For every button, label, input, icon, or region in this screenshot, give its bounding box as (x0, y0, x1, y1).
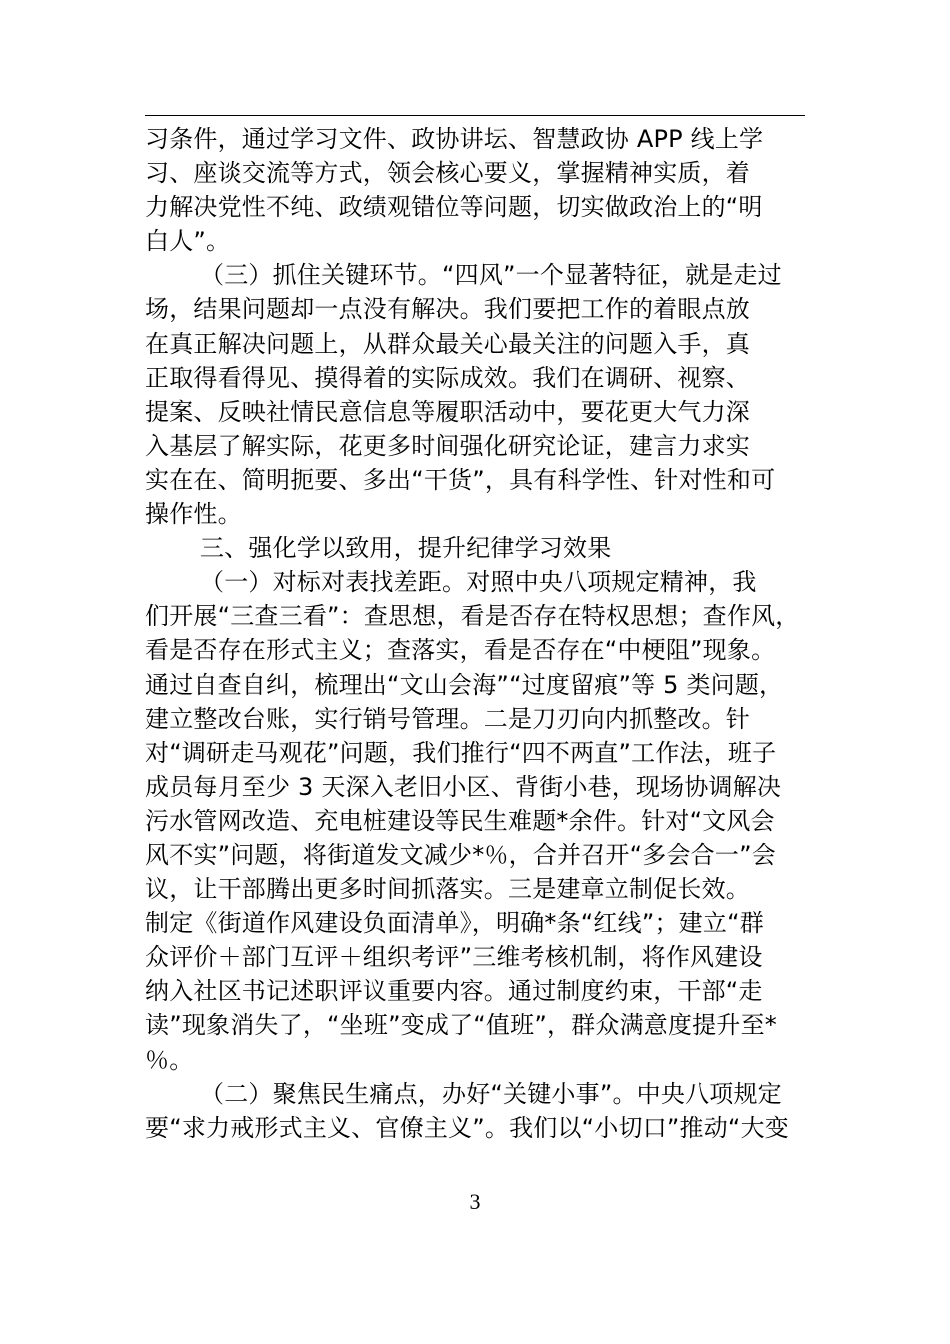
page-number: 3 (469, 1189, 481, 1214)
text-line: 对“调研走马观花”问题，我们推行“四不两直”工作法，班子 (145, 738, 777, 767)
text-line: 读”现象消失了，“坐班”变成了“值班”，群众满意度提升至* (145, 1011, 777, 1040)
text-line: 建立整改台账，实行销号管理。二是刀刃向内抓整改。针 (145, 704, 750, 733)
text-line: 们开展“三查三看”：查思想，看是否存在特权思想；查作风， (145, 602, 800, 631)
text-line: 在真正解决问题上，从群众最关心最关注的问题入手，真 (145, 329, 750, 358)
text-line: ％。 (145, 1045, 194, 1074)
text-line: 纳入社区书记述职评议重要内容。通过制度约束，干部“走 (145, 977, 763, 1006)
text-line: 看是否存在形式主义；查落实，看是否存在“中梗阻”现象。 (145, 636, 776, 665)
text-line: 污水管网改造、充电桩建设等民生难题*余件。针对“文风会 (145, 806, 775, 835)
text-line: 正取得看得见、摸得着的实际成效。我们在调研、视察、 (145, 363, 750, 392)
document-body (145, 122, 810, 1145)
text-line: 议，让干部腾出更多时间抓落实。三是建章立制促长效。 (145, 875, 750, 904)
text-line: 成员每月至少 3 天深入老旧小区、背街小巷，现场协调解决 (145, 772, 782, 801)
text-line: 众评价＋部门互评＋组织考评”三维考核机制，将作风建设 (145, 943, 763, 972)
header-divider-line (145, 115, 805, 116)
text-line: 制定《街道作风建设负面清单》，明确*条“红线”；建立“群 (145, 909, 764, 938)
text-line: 习条件，通过学习文件、政协讲坛、智慧政协 APP 线上学 (145, 125, 764, 153)
text-line: （三）抓住关键环节。“四风”一个显著特征，就是走过 (200, 261, 782, 290)
text-line: 实在在、简明扼要、多出“干货”，具有科学性、针对性和可 (145, 465, 776, 494)
text-line: 通过自查自纠，梳理出“文山会海”“过度留痕”等 5 类问题， (145, 670, 784, 699)
text-line: 三、强化学以致用，提升纪律学习效果 (200, 534, 612, 563)
text-line: （一）对标对表找差距。对照中央八项规定精神，我 (200, 568, 757, 597)
text-line: 习、座谈交流等方式，领会核心要义，掌握精神实质，着 (145, 159, 750, 188)
text-line: 提案、反映社情民意信息等履职活动中，要花更大气力深 (145, 397, 750, 426)
text-line: 白人”。 (145, 227, 231, 256)
text-line: （二）聚焦民生痛点，办好“关键小事”。中央八项规定 (200, 1079, 782, 1108)
text-line: 要“求力戒形式主义、官僚主义”。我们以“小切口”推动“大变 (145, 1113, 789, 1142)
text-line: 入基层了解实际，花更多时间强化研究论证，建言力求实 (145, 431, 750, 460)
text-line: 场，结果问题却一点没有解决。我们要把工作的着眼点放 (145, 295, 750, 324)
text-line: 力解决党性不纯、政绩观错位等问题，切实做政治上的“明 (145, 193, 763, 222)
text-line: 操作性。 (145, 500, 242, 529)
text-line: 风不实”问题，将街道发文减少*％，合并召开“多会合一”会 (145, 840, 776, 869)
